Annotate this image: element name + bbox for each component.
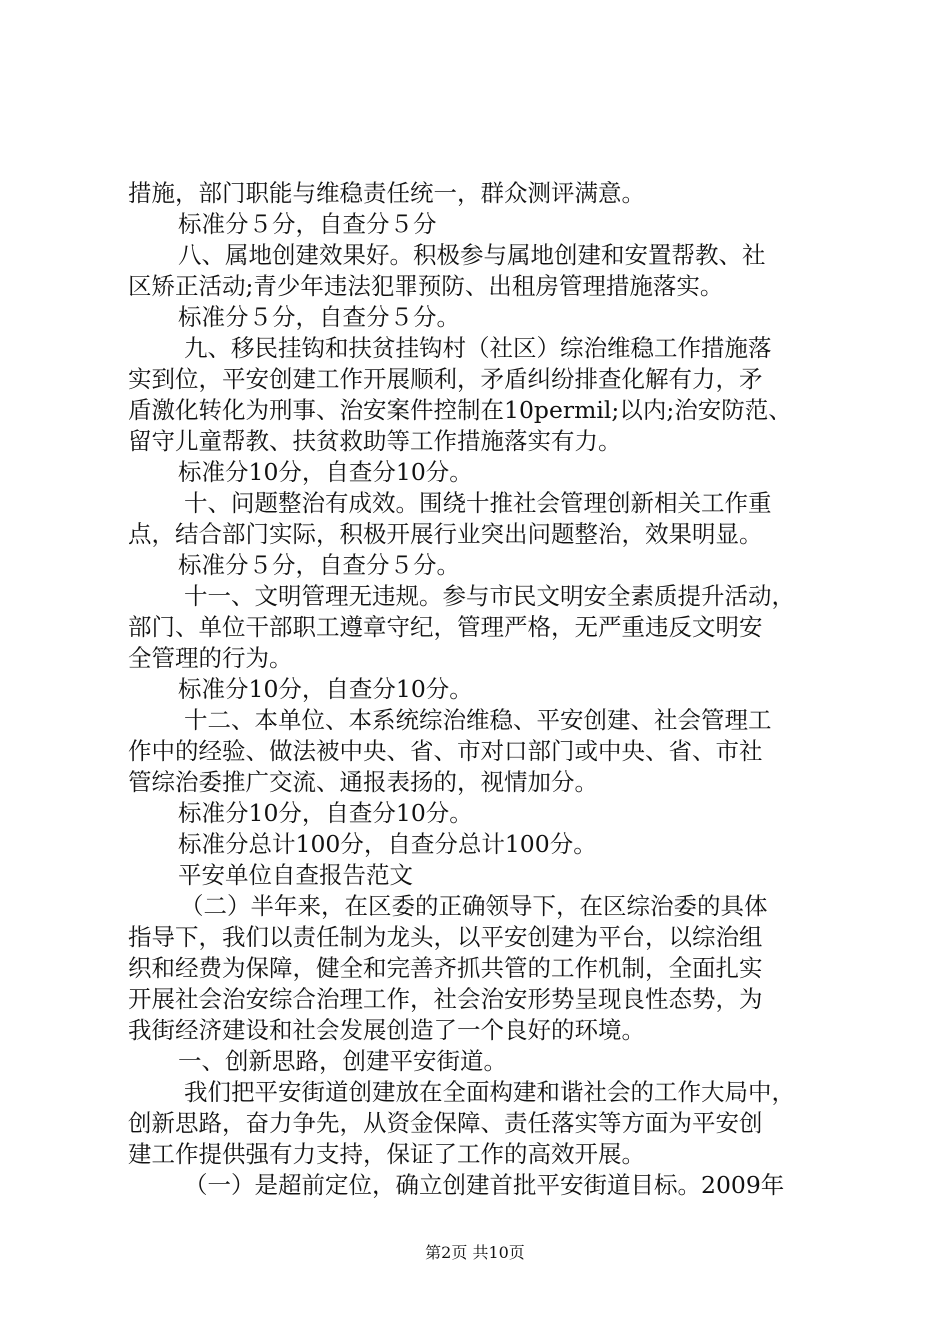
text-line: 十二、本单位、本系统综治维稳、平安创建、社会管理工 xyxy=(184,706,772,734)
text-line: 我们把平安街道创建放在全面构建和谐社会的工作大局中， xyxy=(184,1078,795,1106)
section-heading: 平安单位自查报告范文 xyxy=(178,861,413,889)
text-line: 实到位，平安创建工作开展顺利，矛盾纠纷排查化解有力，矛 xyxy=(128,365,763,393)
text-line: 我街经济建设和社会发展创造了一个良好的环境。 xyxy=(128,1016,645,1044)
text-line: 标准分10分，自查分10分。 xyxy=(178,458,473,486)
text-line: 十一、文明管理无违规。参与市民文明安全素质提升活动， xyxy=(184,582,795,610)
text-line: （二）半年来，在区委的正确领导下，在区综治委的具体 xyxy=(180,892,768,920)
text-line: 标准分总计100分，自查分总计100分。 xyxy=(178,830,597,858)
text-line: 标准分５分，自查分５分。 xyxy=(178,551,460,579)
page-number-footer: 第2页 共10页 xyxy=(425,1243,525,1262)
text-line: 标准分10分，自查分10分。 xyxy=(178,675,473,703)
text-line: 指导下，我们以责任制为龙头，以平安创建为平台，以综治组 xyxy=(128,923,763,951)
text-line: 措施，部门职能与维稳责任统一，群众测评满意。 xyxy=(128,179,645,207)
text-line: 全管理的行为。 xyxy=(128,644,293,672)
text-line: 标准分５分，自查分５分 xyxy=(178,210,437,238)
text-line: 管综治委推广交流、通报表扬的，视情加分。 xyxy=(128,768,598,796)
text-line: （一）是超前定位，确立创建首批平安街道目标。2009年 xyxy=(184,1171,785,1199)
text-line: 织和经费为保障，健全和完善齐抓共管的工作机制，全面扎实 xyxy=(128,954,763,982)
text-line: 标准分10分，自查分10分。 xyxy=(178,799,473,827)
text-line: 作中的经验、做法被中央、省、市对口部门或中央、省、市社 xyxy=(128,737,763,765)
text-line: 点，结合部门实际，积极开展行业突出问题整治，效果明显。 xyxy=(128,520,763,548)
text-line: 一、创新思路，创建平安街道。 xyxy=(178,1047,507,1075)
text-line: 部门、单位干部职工遵章守纪，管理严格，无严重违反文明安 xyxy=(128,613,763,641)
text-line: 创新思路，奋力争先，从资金保障、责任落实等方面为平安创 xyxy=(128,1109,763,1137)
text-line: 九、移民挂钩和扶贫挂钩村（社区）综治维稳工作措施落 xyxy=(184,334,772,362)
text-line: 盾激化转化为刑事、治安案件控制在10permil;以内;治安防范、 xyxy=(128,396,792,424)
text-line: 开展社会治安综合治理工作，社会治安形势呈现良性态势，为 xyxy=(128,985,763,1013)
text-line: 区矫正活动;青少年违法犯罪预防、出租房管理措施落实。 xyxy=(128,272,724,300)
text-line: 标准分５分，自查分５分。 xyxy=(178,303,460,331)
text-line: 十、问题整治有成效。围绕十推社会管理创新相关工作重 xyxy=(184,489,772,517)
text-line: 建工作提供强有力支持，保证了工作的高效开展。 xyxy=(128,1140,645,1168)
text-line: 留守儿童帮教、扶贫救助等工作措施落实有力。 xyxy=(128,427,622,455)
text-line: 八、属地创建效果好。积极参与属地创建和安置帮教、社 xyxy=(178,241,766,269)
